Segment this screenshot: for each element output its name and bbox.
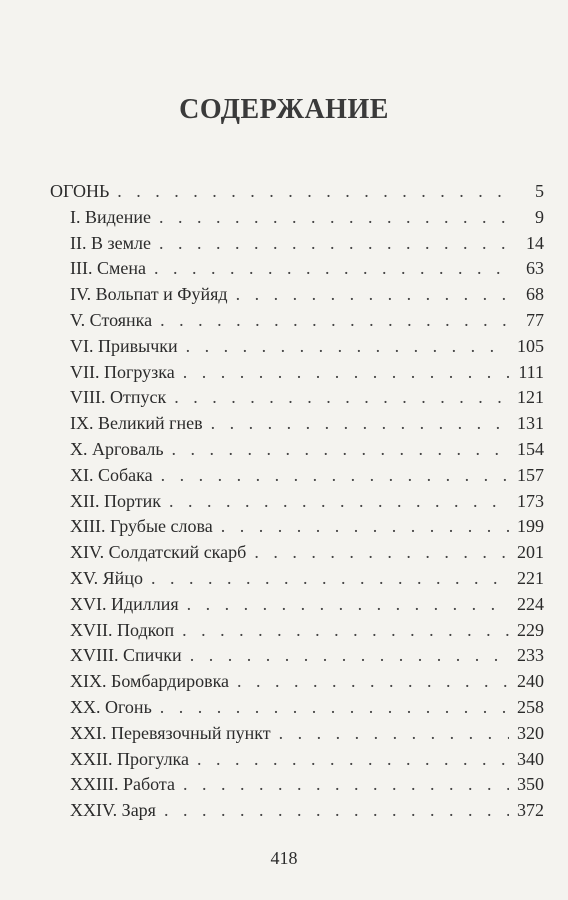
- toc-dot-leader: [183, 772, 509, 798]
- page-number: 418: [270, 848, 298, 868]
- toc-dot-leader: [183, 360, 510, 386]
- toc-entry-page: 224: [517, 593, 544, 614]
- toc-entry-page: 233: [517, 645, 544, 666]
- toc-dot-leader: [169, 489, 509, 515]
- toc-dot-leader: [151, 566, 509, 592]
- toc-entry: [50, 592, 544, 618]
- toc-entry: [50, 747, 544, 773]
- toc-entry-title: XI. Собака: [70, 464, 153, 485]
- toc-entry: [50, 256, 544, 282]
- toc-entry: [50, 334, 544, 360]
- toc-entry-page: 221: [517, 567, 544, 588]
- toc-entry-title: XXI. Перевязочный пункт: [70, 722, 271, 743]
- toc-entry-title: XIII. Грубые слова: [70, 516, 213, 537]
- toc-entry: [50, 721, 544, 747]
- toc-entry-page: 63: [526, 258, 544, 279]
- toc-dot-leader: [279, 721, 509, 747]
- toc-entry-title: XX. Огонь: [70, 696, 152, 717]
- toc-entry-page: 372: [517, 800, 544, 821]
- toc-dot-leader: [254, 540, 509, 566]
- toc-entry-title: XVIII. Спички: [70, 645, 182, 666]
- toc-dot-leader: [211, 411, 509, 437]
- toc-dot-leader: [159, 231, 510, 257]
- toc-entry-page: 9: [535, 206, 544, 227]
- toc-dot-leader: [172, 437, 509, 463]
- toc-entry: [50, 669, 544, 695]
- toc-dot-leader: [164, 798, 509, 824]
- toc-entry-title: I. Видение: [70, 206, 152, 227]
- toc-entry: [50, 489, 544, 515]
- toc-entry-page: 229: [517, 619, 544, 640]
- toc-entry: [50, 411, 544, 437]
- toc-entry: [50, 618, 544, 644]
- toc-entry-page: 173: [517, 490, 544, 511]
- toc-entry-page: 68: [526, 284, 544, 305]
- toc-entry: [50, 566, 544, 592]
- toc-entry-title: ОГОНЬ: [50, 181, 110, 201]
- toc-entry-page: 199: [517, 516, 544, 537]
- toc-entry-title: IX. Великий гнев: [70, 413, 203, 434]
- toc-entry-title: XIV. Солдатский скарб: [70, 542, 247, 563]
- toc-dot-leader: [154, 256, 510, 282]
- toc-entry-title: V. Стоянка: [70, 309, 153, 330]
- toc-entry-page: 5: [535, 181, 544, 201]
- toc-dot-leader: [174, 385, 509, 411]
- toc-dot-leader: [237, 669, 509, 695]
- toc-entry: [50, 772, 544, 798]
- toc-entry-page: 131: [517, 413, 544, 434]
- page-title: СОДЕРЖАНИЕ: [179, 94, 389, 125]
- toc-entry-page: 340: [517, 748, 544, 769]
- toc-dot-leader: [160, 695, 509, 721]
- toc-entry-page: 258: [517, 696, 544, 717]
- toc-entry-title: XVII. Подкоп: [70, 619, 175, 640]
- toc-entry: [50, 282, 544, 308]
- toc-entry: [50, 540, 544, 566]
- toc-entry-page: 320: [517, 722, 544, 743]
- toc-entry-title: XXIV. Заря: [70, 800, 156, 821]
- toc-entry: [50, 798, 544, 824]
- toc-entry-title: XXIII. Работа: [70, 774, 175, 795]
- toc-entry-title: VII. Погрузка: [70, 361, 175, 382]
- toc-entry: [50, 463, 544, 489]
- toc-entry-page: 105: [517, 335, 544, 356]
- toc-entry-title: IV. Вольпат и Фуйяд: [70, 284, 228, 305]
- toc-entry: [50, 437, 544, 463]
- toc-entry: [50, 308, 544, 334]
- toc-entry-page: 14: [526, 232, 544, 253]
- toc-entry-title: XVI. Идиллия: [70, 593, 179, 614]
- toc-entry-title: II. В земле: [70, 232, 151, 253]
- toc-dot-leader: [221, 514, 509, 540]
- toc-entry-page: 157: [517, 464, 544, 485]
- toc-entry: [50, 179, 544, 205]
- toc-entry-page: 111: [518, 361, 544, 382]
- toc-entry-title: III. Смена: [70, 258, 146, 279]
- toc-entry-page: 154: [517, 438, 544, 459]
- toc-dot-leader: [190, 643, 509, 669]
- toc-entry-title: VIII. Отпуск: [70, 387, 167, 408]
- toc-dot-leader: [161, 463, 509, 489]
- toc-entry: [50, 360, 544, 386]
- toc-entry: [50, 514, 544, 540]
- toc-entry-page: 240: [517, 671, 544, 692]
- toc-entry: [50, 231, 544, 257]
- toc-dot-leader: [160, 308, 510, 334]
- toc-entry-page: 121: [517, 387, 544, 408]
- toc-entry-title: XV. Яйцо: [70, 567, 143, 588]
- toc-entry-page: 77: [526, 309, 544, 330]
- table-of-contents: [50, 179, 544, 824]
- toc-dot-leader: [186, 334, 509, 360]
- toc-entry-title: X. Арговаль: [70, 438, 164, 459]
- toc-entry: [50, 695, 544, 721]
- toc-entry-title: XII. Портик: [70, 490, 161, 511]
- toc-entry-title: XIX. Бомбардировка: [70, 671, 230, 692]
- toc-entry: [50, 205, 544, 231]
- toc-entry-page: 201: [517, 542, 544, 563]
- toc-entry: [50, 385, 544, 411]
- toc-entry: [50, 643, 544, 669]
- toc-entry-title: VI. Привычки: [70, 335, 178, 356]
- toc-dot-leader: [236, 282, 510, 308]
- toc-dot-leader: [197, 747, 509, 773]
- toc-entry-page: 350: [517, 774, 544, 795]
- toc-dot-leader: [182, 618, 509, 644]
- toc-entry-title: XXII. Прогулка: [70, 748, 190, 769]
- toc-dot-leader: [117, 179, 510, 205]
- toc-dot-leader: [159, 205, 510, 231]
- toc-dot-leader: [187, 592, 509, 618]
